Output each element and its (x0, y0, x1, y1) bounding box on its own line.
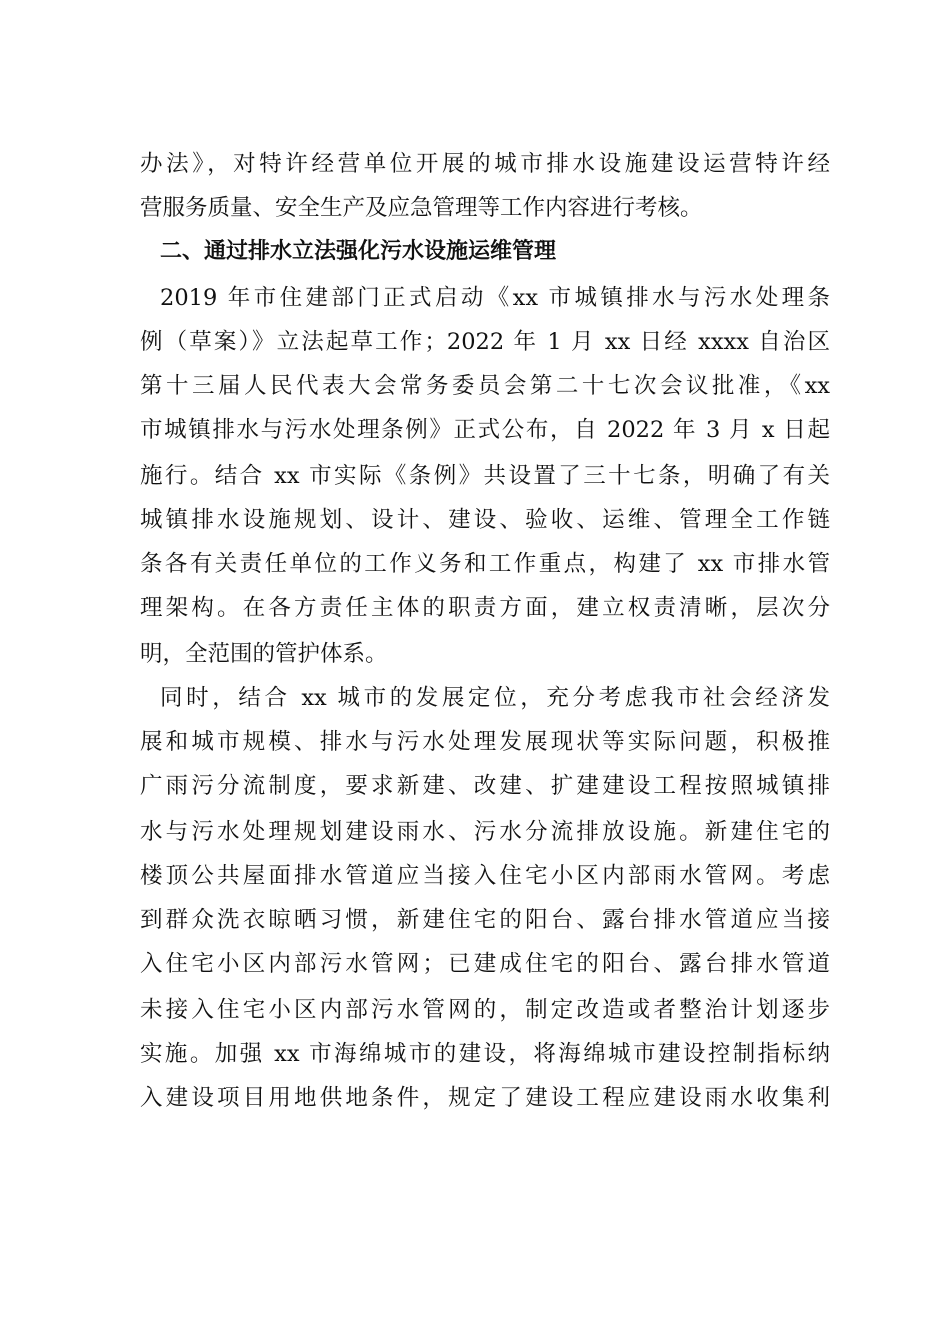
intro-line-1: 办法》，对特许经营单位开展的城市排水设施建设运营特许经 (140, 151, 830, 177)
paragraph-1-line-2: 例（草案）》立法起草工作；2022 年 1 月 xx 日经 xxxx 自治区 (140, 329, 830, 355)
section-heading: 二、通过排水立法强化污水设施运维管理 (160, 239, 557, 264)
paragraph-1-line-5: 施行。结合 xx 市实际《条例》共设置了三十七条，明确了有关 (140, 463, 830, 489)
paragraph-2-line-2: 展和城市规模、排水与污水处理发展现状等实际问题，积极推 (140, 729, 830, 755)
paragraph-2-line-10: 入建设项目用地供地条件，规定了建设工程应建设雨水收集利 (140, 1085, 830, 1111)
paragraph-2-line-4: 水与污水处理规划建设雨水、污水分流排放设施。新建住宅的 (140, 819, 830, 845)
paragraph-2-line-1: 同时，结合 xx 城市的发展定位，充分考虑我市社会经济发 (160, 685, 830, 711)
paragraph-1-line-3: 第十三届人民代表大会常务委员会第二十七次会议批准，《xx (140, 373, 830, 399)
paragraph-1-line-9: 明，全范围的管护体系。 (140, 641, 388, 667)
paragraph-2-line-9: 实施。加强 xx 市海绵城市的建设，将海绵城市建设控制指标纳 (140, 1041, 830, 1067)
paragraph-1-line-6: 城镇排水设施规划、设计、建设、验收、运维、管理全工作链 (140, 507, 830, 533)
intro-line-2: 营服务质量、安全生产及应急管理等工作内容进行考核。 (140, 195, 703, 221)
paragraph-2-line-3: 广雨污分流制度，要求新建、改建、扩建建设工程按照城镇排 (140, 773, 830, 799)
paragraph-1-line-7: 条各有关责任单位的工作义务和工作重点，构建了 xx 市排水管 (140, 551, 830, 577)
paragraph-1-line-8: 理架构。在各方责任主体的职责方面，建立权责清晰，层次分 (140, 595, 830, 621)
paragraph-2-line-5: 楼顶公共屋面排水管道应当接入住宅小区内部雨水管网。考虑 (140, 863, 830, 889)
paragraph-2-line-7: 入住宅小区内部污水管网；已建成住宅的阳台、露台排水管道 (140, 951, 830, 977)
paragraph-2-line-8: 未接入住宅小区内部污水管网的，制定改造或者整治计划逐步 (140, 997, 830, 1023)
paragraph-1-line-4: 市城镇排水与污水处理条例》正式公布，自 2022 年 3 月 x 日起 (140, 417, 830, 443)
paragraph-1-line-1: 2019 年市住建部门正式启动《xx 市城镇排水与污水处理条 (160, 285, 830, 311)
paragraph-2-line-6: 到群众洗衣晾晒习惯，新建住宅的阳台、露台排水管道应当接 (140, 907, 830, 933)
